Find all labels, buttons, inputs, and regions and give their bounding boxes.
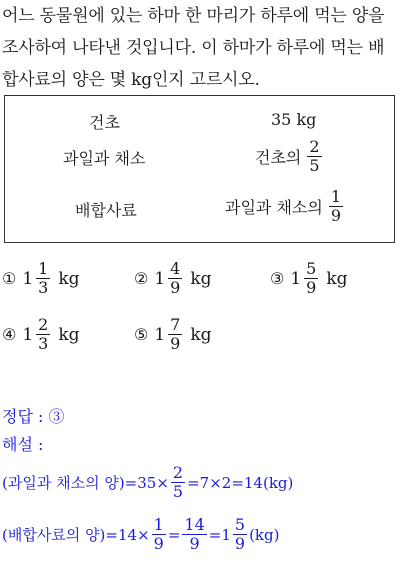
fraction-denominator: 5 — [172, 482, 184, 501]
fraction-numerator: 5 — [306, 259, 317, 278]
choice-5[interactable] — [134, 316, 212, 353]
fraction-denominator: 9 — [189, 534, 200, 553]
fraction — [329, 188, 343, 225]
explanation-line-1 — [2, 464, 293, 501]
table-value-fruit — [255, 138, 324, 175]
fraction-denominator: 3 — [38, 334, 49, 353]
choice-whole: 1 — [154, 268, 166, 289]
fraction — [36, 260, 50, 297]
fraction-denominator: 9 — [330, 206, 342, 225]
choice-whole: 1 — [154, 324, 166, 345]
choice-whole: 1 — [22, 268, 34, 289]
table-label-feed: 배합사료 — [75, 201, 137, 220]
answer-line — [2, 404, 65, 427]
fraction — [168, 260, 182, 297]
choice-1[interactable] — [2, 260, 80, 297]
fraction-numerator: 14 — [184, 515, 205, 534]
explanation-text: =1 — [208, 525, 231, 544]
fraction — [36, 316, 50, 353]
table-value-hay: 35 kg — [271, 110, 317, 129]
explanation-text: =7×2=14(kg) — [187, 473, 294, 492]
fraction — [233, 516, 247, 553]
fraction-denominator: 9 — [306, 278, 317, 297]
explanation-text: = — [167, 525, 181, 544]
fraction — [168, 316, 182, 353]
explanation-label: 해설 : — [2, 435, 44, 454]
choice-unit: kg — [326, 268, 348, 289]
fraction-numerator: 7 — [170, 315, 181, 334]
choice-unit: kg — [58, 324, 80, 345]
choice-4[interactable] — [2, 316, 80, 353]
fraction-numerator: 2 — [38, 315, 49, 334]
fraction — [307, 138, 321, 175]
table-label-hay: 건초 — [89, 113, 120, 132]
fraction-numerator: 1 — [153, 515, 164, 534]
choice-number: ④ — [2, 325, 17, 344]
fraction — [182, 516, 206, 553]
table-value-feed — [225, 188, 345, 225]
table-value-fruit-prefix: 건초의 — [255, 148, 302, 167]
choice-number: ① — [2, 269, 17, 288]
fraction-denominator: 5 — [309, 156, 320, 175]
choice-unit: kg — [58, 268, 80, 289]
answer-choices — [0, 252, 400, 372]
fraction — [171, 464, 185, 501]
choice-whole: 1 — [290, 268, 302, 289]
fraction-denominator: 9 — [170, 334, 181, 353]
fraction-numerator: 1 — [38, 259, 49, 278]
explanation-text: (배합사료의 양)=14× — [2, 526, 150, 544]
fraction-numerator: 5 — [234, 515, 246, 534]
choice-unit: kg — [190, 268, 212, 289]
question-text: 어느 동물원에 있는 하마 한 마리가 하루에 먹는 양을 조사하여 나타낸 것입니다. 이 하마가 하루에 먹는 배합사료의 양은 몇 kg인지 고르시오. — [2, 6, 385, 90]
answer-value: ③ — [48, 407, 65, 426]
fraction — [152, 516, 166, 553]
fraction-numerator: 1 — [330, 187, 342, 206]
fraction — [304, 260, 318, 297]
fraction-denominator: 9 — [234, 534, 246, 553]
choice-3[interactable] — [270, 260, 348, 297]
choice-number: ⑤ — [134, 325, 149, 344]
fraction-numerator: 2 — [172, 463, 184, 482]
table-label-fruit: 과일과 채소 — [63, 149, 146, 168]
fraction-numerator: 2 — [309, 137, 320, 156]
fraction-denominator: 9 — [153, 534, 164, 553]
choice-unit: kg — [190, 324, 212, 345]
choice-whole: 1 — [22, 324, 34, 345]
fraction-denominator: 9 — [170, 278, 181, 297]
fraction-numerator: 4 — [170, 259, 181, 278]
choice-number: ③ — [270, 269, 285, 288]
choice-2[interactable] — [134, 260, 212, 297]
explanation-text: (kg) — [249, 525, 280, 544]
answer-label: 정답 : — [2, 407, 44, 426]
info-table — [4, 95, 395, 243]
fraction-denominator: 3 — [38, 278, 49, 297]
choice-number: ② — [134, 269, 149, 288]
explanation-text: (과일과 채소의 양)=35× — [2, 474, 169, 492]
explanation-line-2 — [2, 516, 279, 553]
table-value-feed-prefix: 과일과 채소의 — [225, 198, 323, 217]
